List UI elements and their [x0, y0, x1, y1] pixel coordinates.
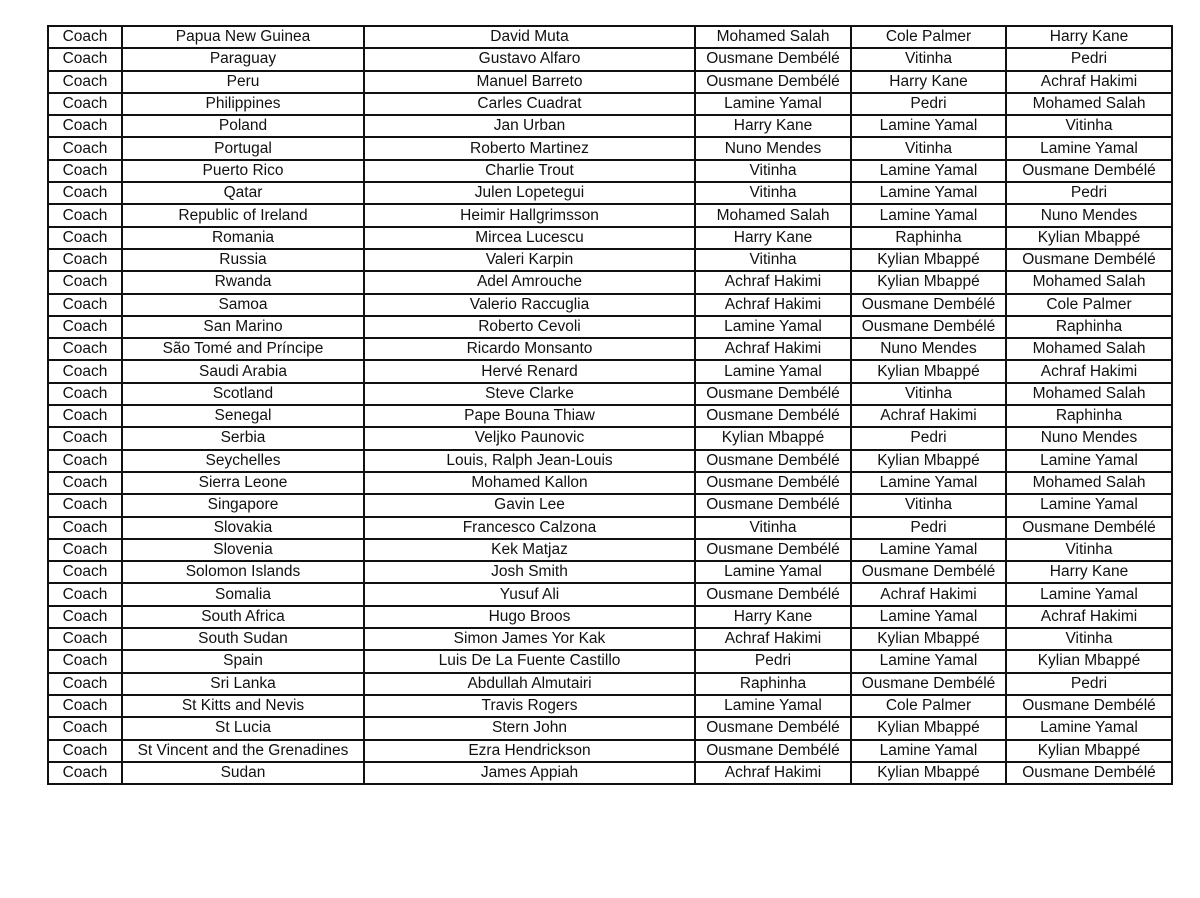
second-choice-cell: Pedri [851, 427, 1006, 449]
third-choice-cell: Nuno Mendes [1006, 427, 1172, 449]
voter-name-cell: Valerio Raccuglia [364, 294, 695, 316]
voter-name-cell: Charlie Trout [364, 160, 695, 182]
country-cell: Spain [122, 650, 364, 672]
voter-name-cell: Veljko Paunovic [364, 427, 695, 449]
first-choice-cell: Kylian Mbappé [695, 427, 851, 449]
first-choice-cell: Harry Kane [695, 606, 851, 628]
country-cell: Seychelles [122, 450, 364, 472]
first-choice-cell: Lamine Yamal [695, 93, 851, 115]
country-cell: Serbia [122, 427, 364, 449]
voter-role-cell: Coach [48, 494, 122, 516]
table-row [48, 26, 1172, 48]
voter-name-cell: Kek Matjaz [364, 539, 695, 561]
third-choice-cell: Pedri [1006, 673, 1172, 695]
first-choice-cell: Achraf Hakimi [695, 762, 851, 784]
country-cell: Poland [122, 115, 364, 137]
third-choice-cell: Achraf Hakimi [1006, 71, 1172, 93]
table-row [48, 294, 1172, 316]
voter-role-cell: Coach [48, 26, 122, 48]
voter-role-cell: Coach [48, 115, 122, 137]
third-choice-cell: Cole Palmer [1006, 294, 1172, 316]
voter-role-cell: Coach [48, 137, 122, 159]
voter-role-cell: Coach [48, 204, 122, 226]
first-choice-cell: Ousmane Dembélé [695, 405, 851, 427]
voter-name-cell: Heimir Hallgrimsson [364, 204, 695, 226]
voter-name-cell: David Muta [364, 26, 695, 48]
country-cell: South Africa [122, 606, 364, 628]
second-choice-cell: Lamine Yamal [851, 204, 1006, 226]
second-choice-cell: Vitinha [851, 137, 1006, 159]
table-row [48, 160, 1172, 182]
first-choice-cell: Lamine Yamal [695, 695, 851, 717]
second-choice-cell: Kylian Mbappé [851, 271, 1006, 293]
voter-name-cell: Carles Cuadrat [364, 93, 695, 115]
country-cell: Puerto Rico [122, 160, 364, 182]
country-cell: St Kitts and Nevis [122, 695, 364, 717]
country-cell: Peru [122, 71, 364, 93]
voter-name-cell: Roberto Cevoli [364, 316, 695, 338]
voter-role-cell: Coach [48, 160, 122, 182]
table-row [48, 249, 1172, 271]
second-choice-cell: Lamine Yamal [851, 115, 1006, 137]
table-row [48, 494, 1172, 516]
third-choice-cell: Ousmane Dembélé [1006, 160, 1172, 182]
voter-name-cell: Hugo Broos [364, 606, 695, 628]
table-row [48, 227, 1172, 249]
voter-role-cell: Coach [48, 427, 122, 449]
second-choice-cell: Ousmane Dembélé [851, 673, 1006, 695]
voter-role-cell: Coach [48, 182, 122, 204]
third-choice-cell: Achraf Hakimi [1006, 360, 1172, 382]
second-choice-cell: Vitinha [851, 383, 1006, 405]
third-choice-cell: Mohamed Salah [1006, 472, 1172, 494]
second-choice-cell: Kylian Mbappé [851, 717, 1006, 739]
votes-table-container [47, 25, 1173, 785]
second-choice-cell: Kylian Mbappé [851, 360, 1006, 382]
country-cell: South Sudan [122, 628, 364, 650]
voter-role-cell: Coach [48, 249, 122, 271]
third-choice-cell: Kylian Mbappé [1006, 740, 1172, 762]
first-choice-cell: Pedri [695, 650, 851, 672]
voter-name-cell: Jan Urban [364, 115, 695, 137]
third-choice-cell: Lamine Yamal [1006, 137, 1172, 159]
second-choice-cell: Cole Palmer [851, 26, 1006, 48]
voter-name-cell: Louis, Ralph Jean-Louis [364, 450, 695, 472]
third-choice-cell: Vitinha [1006, 628, 1172, 650]
third-choice-cell: Ousmane Dembélé [1006, 249, 1172, 271]
second-choice-cell: Pedri [851, 517, 1006, 539]
voter-role-cell: Coach [48, 316, 122, 338]
voter-role-cell: Coach [48, 450, 122, 472]
table-row [48, 316, 1172, 338]
first-choice-cell: Lamine Yamal [695, 316, 851, 338]
voter-role-cell: Coach [48, 717, 122, 739]
third-choice-cell: Lamine Yamal [1006, 450, 1172, 472]
voter-name-cell: Valeri Karpin [364, 249, 695, 271]
third-choice-cell: Kylian Mbappé [1006, 227, 1172, 249]
table-row [48, 137, 1172, 159]
voter-name-cell: Stern John [364, 717, 695, 739]
second-choice-cell: Lamine Yamal [851, 182, 1006, 204]
third-choice-cell: Ousmane Dembélé [1006, 695, 1172, 717]
third-choice-cell: Lamine Yamal [1006, 717, 1172, 739]
table-row [48, 427, 1172, 449]
voter-role-cell: Coach [48, 561, 122, 583]
country-cell: Samoa [122, 294, 364, 316]
voter-role-cell: Coach [48, 93, 122, 115]
first-choice-cell: Ousmane Dembélé [695, 71, 851, 93]
voter-role-cell: Coach [48, 360, 122, 382]
first-choice-cell: Vitinha [695, 249, 851, 271]
third-choice-cell: Harry Kane [1006, 561, 1172, 583]
third-choice-cell: Mohamed Salah [1006, 271, 1172, 293]
voter-name-cell: Ricardo Monsanto [364, 338, 695, 360]
table-row [48, 271, 1172, 293]
country-cell: Singapore [122, 494, 364, 516]
voter-role-cell: Coach [48, 71, 122, 93]
country-cell: Saudi Arabia [122, 360, 364, 382]
third-choice-cell: Nuno Mendes [1006, 204, 1172, 226]
first-choice-cell: Mohamed Salah [695, 26, 851, 48]
table-row [48, 71, 1172, 93]
voter-role-cell: Coach [48, 583, 122, 605]
third-choice-cell: Mohamed Salah [1006, 338, 1172, 360]
table-row [48, 650, 1172, 672]
second-choice-cell: Kylian Mbappé [851, 249, 1006, 271]
country-cell: Rwanda [122, 271, 364, 293]
second-choice-cell: Kylian Mbappé [851, 628, 1006, 650]
third-choice-cell: Mohamed Salah [1006, 383, 1172, 405]
voter-role-cell: Coach [48, 383, 122, 405]
voter-role-cell: Coach [48, 673, 122, 695]
third-choice-cell: Vitinha [1006, 539, 1172, 561]
first-choice-cell: Vitinha [695, 517, 851, 539]
second-choice-cell: Lamine Yamal [851, 650, 1006, 672]
third-choice-cell: Mohamed Salah [1006, 93, 1172, 115]
third-choice-cell: Pedri [1006, 48, 1172, 70]
table-row [48, 606, 1172, 628]
voter-role-cell: Coach [48, 762, 122, 784]
voter-role-cell: Coach [48, 472, 122, 494]
second-choice-cell: Harry Kane [851, 71, 1006, 93]
voter-role-cell: Coach [48, 405, 122, 427]
table-row [48, 360, 1172, 382]
table-row [48, 740, 1172, 762]
third-choice-cell: Achraf Hakimi [1006, 606, 1172, 628]
table-row [48, 695, 1172, 717]
voter-name-cell: Francesco Calzona [364, 517, 695, 539]
second-choice-cell: Vitinha [851, 494, 1006, 516]
voter-role-cell: Coach [48, 606, 122, 628]
voter-role-cell: Coach [48, 539, 122, 561]
country-cell: Senegal [122, 405, 364, 427]
country-cell: Paraguay [122, 48, 364, 70]
table-row [48, 628, 1172, 650]
first-choice-cell: Ousmane Dembélé [695, 472, 851, 494]
table-row [48, 561, 1172, 583]
third-choice-cell: Lamine Yamal [1006, 494, 1172, 516]
table-row [48, 450, 1172, 472]
voter-name-cell: James Appiah [364, 762, 695, 784]
second-choice-cell: Ousmane Dembélé [851, 561, 1006, 583]
second-choice-cell: Ousmane Dembélé [851, 316, 1006, 338]
second-choice-cell: Lamine Yamal [851, 539, 1006, 561]
table-row [48, 338, 1172, 360]
voter-role-cell: Coach [48, 650, 122, 672]
second-choice-cell: Lamine Yamal [851, 740, 1006, 762]
country-cell: Papua New Guinea [122, 26, 364, 48]
voter-role-cell: Coach [48, 517, 122, 539]
voter-role-cell: Coach [48, 695, 122, 717]
first-choice-cell: Ousmane Dembélé [695, 383, 851, 405]
first-choice-cell: Achraf Hakimi [695, 338, 851, 360]
voter-name-cell: Luis De La Fuente Castillo [364, 650, 695, 672]
voter-role-cell: Coach [48, 338, 122, 360]
second-choice-cell: Cole Palmer [851, 695, 1006, 717]
first-choice-cell: Lamine Yamal [695, 360, 851, 382]
voter-name-cell: Manuel Barreto [364, 71, 695, 93]
table-row [48, 472, 1172, 494]
country-cell: St Lucia [122, 717, 364, 739]
country-cell: Slovakia [122, 517, 364, 539]
third-choice-cell: Lamine Yamal [1006, 583, 1172, 605]
first-choice-cell: Ousmane Dembélé [695, 539, 851, 561]
voter-role-cell: Coach [48, 628, 122, 650]
first-choice-cell: Ousmane Dembélé [695, 450, 851, 472]
table-row [48, 48, 1172, 70]
country-cell: Qatar [122, 182, 364, 204]
second-choice-cell: Pedri [851, 93, 1006, 115]
third-choice-cell: Ousmane Dembélé [1006, 762, 1172, 784]
table-row [48, 93, 1172, 115]
country-cell: Sudan [122, 762, 364, 784]
second-choice-cell: Kylian Mbappé [851, 762, 1006, 784]
first-choice-cell: Lamine Yamal [695, 561, 851, 583]
voter-role-cell: Coach [48, 271, 122, 293]
second-choice-cell: Nuno Mendes [851, 338, 1006, 360]
voter-name-cell: Hervé Renard [364, 360, 695, 382]
table-row [48, 204, 1172, 226]
country-cell: Portugal [122, 137, 364, 159]
country-cell: Slovenia [122, 539, 364, 561]
table-row [48, 383, 1172, 405]
first-choice-cell: Ousmane Dembélé [695, 48, 851, 70]
voter-role-cell: Coach [48, 294, 122, 316]
first-choice-cell: Ousmane Dembélé [695, 583, 851, 605]
country-cell: San Marino [122, 316, 364, 338]
table-row [48, 583, 1172, 605]
second-choice-cell: Achraf Hakimi [851, 583, 1006, 605]
votes-table [47, 25, 1173, 785]
second-choice-cell: Lamine Yamal [851, 472, 1006, 494]
third-choice-cell: Kylian Mbappé [1006, 650, 1172, 672]
voter-name-cell: Ezra Hendrickson [364, 740, 695, 762]
country-cell: Republic of Ireland [122, 204, 364, 226]
voter-name-cell: Roberto Martinez [364, 137, 695, 159]
first-choice-cell: Ousmane Dembélé [695, 740, 851, 762]
country-cell: Sri Lanka [122, 673, 364, 695]
third-choice-cell: Ousmane Dembélé [1006, 517, 1172, 539]
voter-name-cell: Adel Amrouche [364, 271, 695, 293]
third-choice-cell: Pedri [1006, 182, 1172, 204]
third-choice-cell: Raphinha [1006, 405, 1172, 427]
voter-name-cell: Travis Rogers [364, 695, 695, 717]
voter-name-cell: Steve Clarke [364, 383, 695, 405]
first-choice-cell: Nuno Mendes [695, 137, 851, 159]
country-cell: Sierra Leone [122, 472, 364, 494]
voter-name-cell: Abdullah Almutairi [364, 673, 695, 695]
country-cell: St Vincent and the Grenadines [122, 740, 364, 762]
table-row [48, 762, 1172, 784]
voter-name-cell: Mohamed Kallon [364, 472, 695, 494]
first-choice-cell: Achraf Hakimi [695, 294, 851, 316]
voter-name-cell: Yusuf Ali [364, 583, 695, 605]
voter-name-cell: Julen Lopetegui [364, 182, 695, 204]
table-row [48, 405, 1172, 427]
table-row [48, 673, 1172, 695]
first-choice-cell: Harry Kane [695, 115, 851, 137]
third-choice-cell: Vitinha [1006, 115, 1172, 137]
second-choice-cell: Ousmane Dembélé [851, 294, 1006, 316]
voter-role-cell: Coach [48, 740, 122, 762]
voter-name-cell: Mircea Lucescu [364, 227, 695, 249]
voter-role-cell: Coach [48, 48, 122, 70]
second-choice-cell: Raphinha [851, 227, 1006, 249]
country-cell: Scotland [122, 383, 364, 405]
country-cell: Somalia [122, 583, 364, 605]
voter-name-cell: Josh Smith [364, 561, 695, 583]
table-row [48, 539, 1172, 561]
voter-name-cell: Gavin Lee [364, 494, 695, 516]
first-choice-cell: Vitinha [695, 160, 851, 182]
first-choice-cell: Achraf Hakimi [695, 271, 851, 293]
table-row [48, 717, 1172, 739]
table-row [48, 182, 1172, 204]
country-cell: Solomon Islands [122, 561, 364, 583]
first-choice-cell: Raphinha [695, 673, 851, 695]
second-choice-cell: Vitinha [851, 48, 1006, 70]
voter-name-cell: Gustavo Alfaro [364, 48, 695, 70]
third-choice-cell: Harry Kane [1006, 26, 1172, 48]
country-cell: São Tomé and Príncipe [122, 338, 364, 360]
first-choice-cell: Harry Kane [695, 227, 851, 249]
country-cell: Philippines [122, 93, 364, 115]
first-choice-cell: Ousmane Dembélé [695, 717, 851, 739]
first-choice-cell: Mohamed Salah [695, 204, 851, 226]
second-choice-cell: Kylian Mbappé [851, 450, 1006, 472]
second-choice-cell: Lamine Yamal [851, 160, 1006, 182]
country-cell: Romania [122, 227, 364, 249]
voter-role-cell: Coach [48, 227, 122, 249]
table-row [48, 517, 1172, 539]
table-body [48, 26, 1172, 784]
third-choice-cell: Raphinha [1006, 316, 1172, 338]
country-cell: Russia [122, 249, 364, 271]
voter-name-cell: Simon James Yor Kak [364, 628, 695, 650]
second-choice-cell: Lamine Yamal [851, 606, 1006, 628]
first-choice-cell: Vitinha [695, 182, 851, 204]
first-choice-cell: Achraf Hakimi [695, 628, 851, 650]
first-choice-cell: Ousmane Dembélé [695, 494, 851, 516]
voter-name-cell: Pape Bouna Thiaw [364, 405, 695, 427]
table-row [48, 115, 1172, 137]
second-choice-cell: Achraf Hakimi [851, 405, 1006, 427]
